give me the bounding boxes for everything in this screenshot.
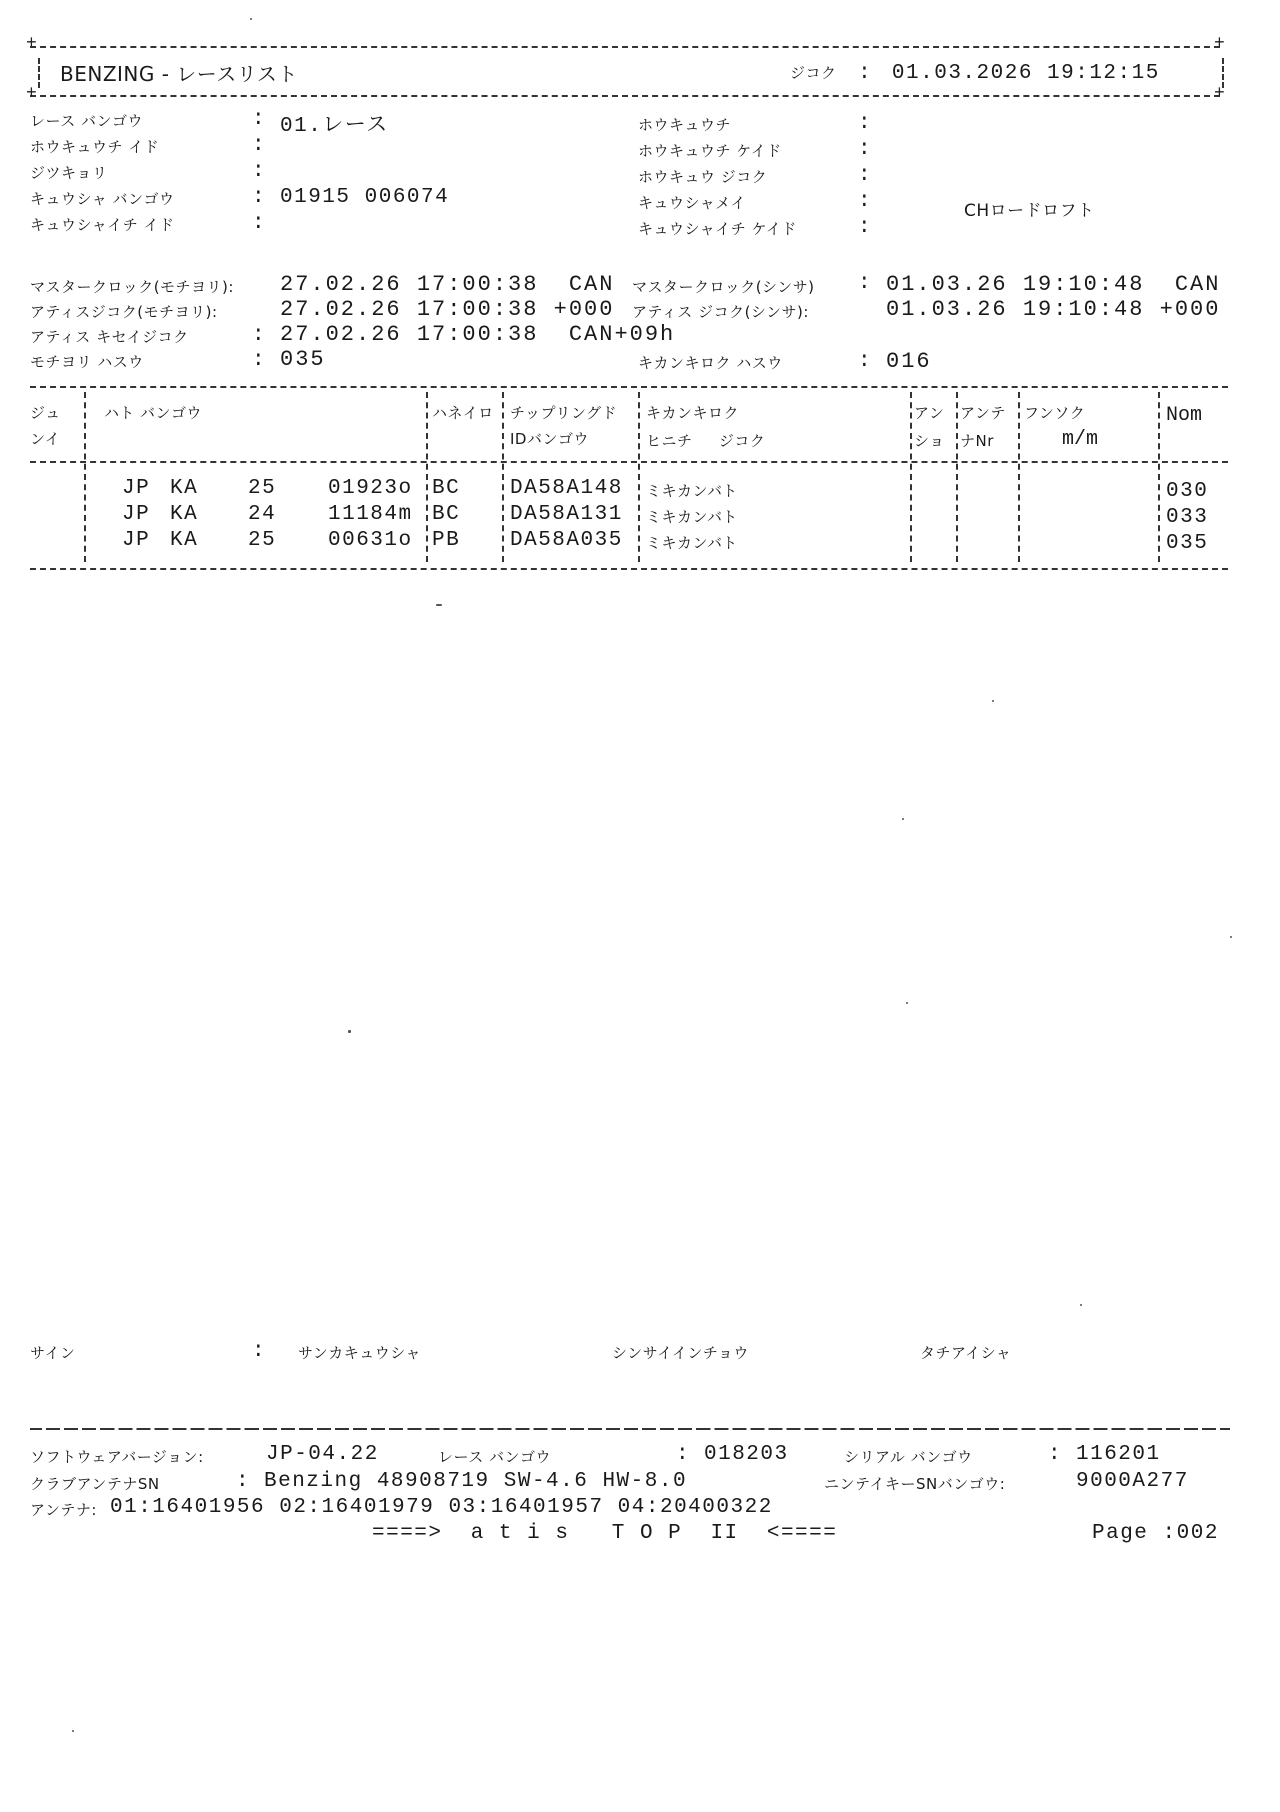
row-record: ミキカンバト — [646, 482, 738, 500]
race-number-value: 01.レース — [280, 115, 389, 138]
race-number-label: レース バンゴウ — [438, 1448, 552, 1466]
atis-standard-time: 27.02.26 17:00:38 CAN+09h — [280, 322, 676, 347]
serial-label: シリアル バンゴウ — [844, 1448, 973, 1466]
key-sn-label: ニンテイキーSNバンゴウ: — [824, 1475, 1006, 1493]
info-label: レース バンゴウ — [30, 112, 144, 130]
header-color: ハネイロ — [432, 404, 494, 422]
info-label: ホウキュウチ ケイド — [638, 142, 782, 160]
scan-speck — [992, 700, 994, 702]
master-clock-judge: 01.03.26 19:10:48 CAN — [886, 272, 1221, 297]
row-nom: 030 — [1166, 480, 1209, 503]
antenna-label: アンテナ: — [30, 1501, 97, 1519]
row-chip: DA58A035 — [510, 529, 623, 552]
print-time-value: 01.03.2026 19:12:15 — [891, 62, 1160, 85]
clock-label: アティス ジコク(シンサ): — [632, 303, 809, 321]
row-club: KA — [170, 477, 199, 500]
header-ring-number: ハト バンゴウ — [104, 404, 202, 422]
info-label: ジツキョリ — [30, 164, 108, 182]
scan-speck — [348, 1030, 351, 1033]
row-country: JP — [122, 529, 151, 552]
header-record-2: ヒニチ ジコク — [646, 432, 766, 450]
info-label: ホウキュウ ジコク — [638, 168, 768, 186]
header-antenna-1: アンテ — [960, 404, 1006, 422]
info-label: キュウシャ バンゴウ — [30, 190, 175, 208]
scan-speck — [72, 1730, 74, 1732]
witness-label: タチアイシャ — [920, 1344, 1012, 1362]
row-chip: DA58A131 — [510, 503, 623, 526]
club-antenna-label: クラブアンテナSN — [30, 1475, 160, 1493]
info-label: ホウキュウチ — [638, 116, 732, 134]
scan-speck — [250, 18, 252, 20]
loft-name-value: CHロードロフト — [964, 201, 1095, 221]
print-time: ジコク : 01.03.2026 19:12:15 — [790, 62, 1160, 85]
master-clock-basket: 27.02.26 17:00:38 CAN — [280, 272, 615, 297]
report-title-text: BENZING - レースリスト — [60, 62, 298, 86]
sign-label: サイン — [30, 1344, 76, 1362]
row-record: ミキカンバト — [646, 534, 738, 552]
participant-label: サンカキュウシャ — [298, 1344, 421, 1362]
row-year: 25 — [248, 529, 277, 552]
row-ring: 01923o — [328, 477, 413, 500]
clock-label: マスタークロック(モチヨリ): — [30, 278, 234, 296]
report-page: + + + + BENZING - レースリスト ジコク : 01.03.2026 19:12:15 レース バンゴウ ホウキュウチ イド ジツキョリ キュウシャ バンゴウ キュウシャイチ イド : : : : : 01.レース 01915 006074 ホウキュウチ ホウキュウチ ケイド ホウキュウ ジコク キュウシャメイ キュウシャイチ ケイド : : : : : CHロードロフト マスタークロック(モチヨリ): アティスジコク(モチヨリ): アティス キセイジコク モチヨリ ハスウ : : 27.02.26 17:00:38 CAN 27.02.26 17:00:38 +000 27.02.26 17:00:38 CAN+09h 035 マスタークロック(シンサ) アティス ジコク(シンサ): キカンキロク ハスウ : : 01.03.26 19:10:48 CAN 01.03.26 19:10:48 +000 016 ジュ ンイ ハト バンゴウ ハネイロ チップリングド IDバンゴウ キカンキロク ヒニチ ジコク アン ショ アンテ ナNr フンソク m/m Nom JP KA 25 01923o BC DA58A148 ミキカンバト 030 JP KA 24 11184m BC DA58A131 ミキカンバト 033 JP KA 25 00631o PB DA58A035 ミキカンバト 035 サイン : サンカキュウシャ シンサイインチョウ タチアイシャ ソフトウェアバージョン: JP-04.22 レース バンゴウ : 018203 シリアル バンゴウ : 116201 クラブアンテナSN : Benzing 48908719 SW-4.6 HW-8.0 ニンテイキーSNバンゴウ: 9000A277 アンテナ: 01:16401956 02:16401979 03:16401957 04:20400322 ====> a t i s T O P II <==== Page :002 — [0, 0, 1280, 1812]
row-nom: 033 — [1166, 506, 1209, 529]
period-record-count: 016 — [886, 349, 932, 374]
header-nom: Nom — [1166, 404, 1203, 427]
scan-speck — [902, 818, 904, 820]
scan-speck — [1230, 936, 1232, 938]
info-label: キュウシャメイ — [638, 194, 746, 212]
row-nom: 035 — [1166, 532, 1209, 555]
key-sn-value: 9000A277 — [1076, 1470, 1189, 1493]
row-country: JP — [122, 503, 151, 526]
clock-label: アティス キセイジコク — [30, 328, 189, 346]
header-ansho-2: ショ — [914, 432, 945, 450]
header-rank-2: ンイ — [30, 430, 61, 448]
clock-label: モチヨリ ハスウ — [30, 353, 144, 371]
serial-number: 116201 — [1076, 1443, 1161, 1466]
row-ring: 11184m — [328, 503, 413, 526]
clock-label: キカンキロク ハスウ — [638, 354, 783, 372]
row-club: KA — [170, 529, 199, 552]
race-number: 018203 — [704, 1443, 789, 1466]
header-speed-2: m/m — [1062, 428, 1099, 451]
row-chip: DA58A148 — [510, 477, 623, 500]
software-label: ソフトウェアバージョン: — [30, 1448, 204, 1466]
page-number: Page :002 — [1092, 1522, 1219, 1545]
atis-time-basket: 27.02.26 17:00:38 +000 — [280, 297, 615, 322]
atis-time-judge: 01.03.26 19:10:48 +000 — [886, 297, 1221, 322]
info-label: キュウシャイチ イド — [30, 216, 175, 234]
antenna-values: 01:16401956 02:16401979 03:16401957 04:20400322 — [110, 1496, 773, 1519]
header-rank-1: ジュ — [30, 404, 61, 422]
row-ring: 00631o — [328, 529, 413, 552]
judge-label: シンサイインチョウ — [612, 1344, 749, 1362]
header-antenna-2: ナNr — [960, 432, 994, 450]
print-time-label: ジコク — [790, 64, 837, 82]
header-ansho-1: アン — [914, 404, 945, 422]
loft-number-value: 01915 006074 — [280, 186, 450, 209]
header-chip-1: チップリングド — [510, 404, 618, 422]
header-speed-1: フンソク — [1024, 404, 1086, 422]
row-color: BC — [432, 477, 461, 500]
info-label: ホウキュウチ イド — [30, 138, 160, 156]
brand-line: ====> a t i s T O P II <==== — [372, 1522, 838, 1545]
row-club: KA — [170, 503, 199, 526]
scan-speck — [1080, 1304, 1082, 1306]
row-country: JP — [122, 477, 151, 500]
clock-label: マスタークロック(シンサ) — [632, 278, 815, 296]
scan-speck — [906, 1002, 908, 1004]
header-record-1: キカンキロク — [646, 404, 740, 422]
row-record: ミキカンバト — [646, 508, 738, 526]
basket-count: 035 — [280, 347, 326, 372]
row-year: 24 — [248, 503, 277, 526]
row-year: 25 — [248, 477, 277, 500]
report-title — [60, 58, 298, 88]
club-antenna-value: Benzing 48908719 SW-4.6 HW-8.0 — [264, 1470, 688, 1493]
clock-label: アティスジコク(モチヨリ): — [30, 303, 218, 321]
software-version: JP-04.22 — [266, 1443, 379, 1466]
header-chip-2: IDバンゴウ — [510, 430, 589, 448]
row-color: BC — [432, 503, 461, 526]
row-color: PB — [432, 529, 461, 552]
info-label: キュウシャイチ ケイド — [638, 220, 797, 238]
scan-speck — [436, 604, 442, 606]
